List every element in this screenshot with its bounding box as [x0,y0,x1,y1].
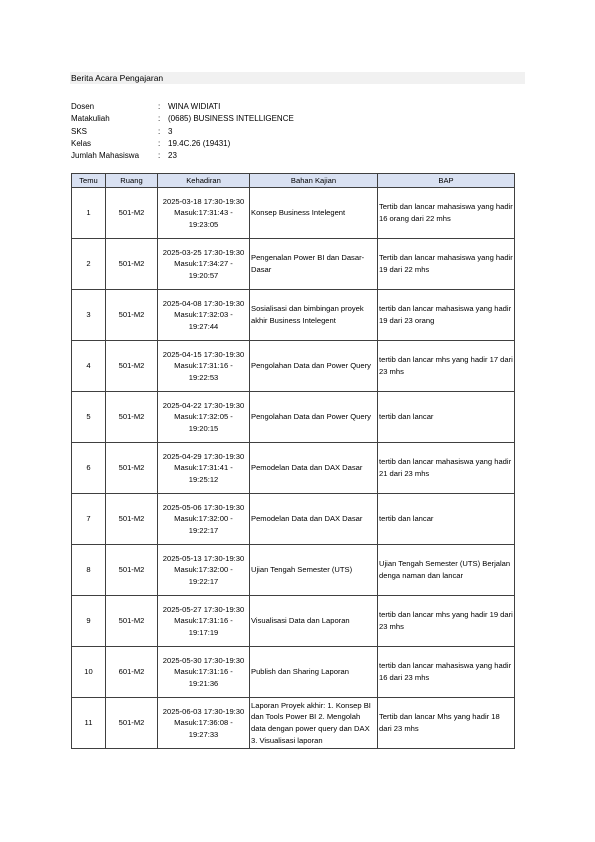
info-label: Matakuliah [71,114,110,124]
cell-ruang-text: 501-M2 [118,718,145,728]
cell-ruang [106,494,158,545]
cell-bahan-kajian [250,239,378,290]
cell-kehadiran-text: 2025-03-25 17:30-19:30 [162,247,245,257]
cell-kehadiran-text: 2025-05-30 17:30-19:30 [162,655,245,665]
attendance-table [71,173,515,749]
info-value: (0685) BUSINESS INTELLIGENCE [168,114,294,124]
cell-bahan-kajian-text: Publish dan Sharing Laporan [251,667,349,677]
cell-temu-text: 3 [86,310,91,320]
cell-temu [72,239,106,290]
info-label: Kelas [71,138,92,148]
table-row [72,290,515,341]
cell-bap-text: tertib dan lancar [379,514,434,524]
info-row-matakuliah [71,113,294,125]
info-value: WINA WIDIATI [168,102,221,111]
cell-kehadiran [158,698,250,749]
cell-kehadiran-text: 2025-04-08 17:30-19:30 [162,298,245,308]
cell-temu [72,545,106,596]
cell-temu-text: 10 [84,667,93,677]
cell-kehadiran-text: Masuk:17:32:00 - 19:22:17 [174,565,233,586]
cell-bahan-kajian-text: Sosialisasi dan bimbingan proyek akhir Business Intelegent [251,304,364,325]
cell-bap [378,647,515,698]
table-row [72,494,515,545]
info-label: Dosen [71,102,95,111]
cell-bap [378,494,515,545]
cell-kehadiran-text: 2025-04-22 17:30-19:30 [162,400,245,410]
cell-bap-text: Tertib dan lancar Mhs yang hadir 18 dari 23 mhs [379,712,500,733]
cell-bahan-kajian [250,647,378,698]
info-row-dosen [71,101,294,113]
cell-kehadiran-text: Masuk:17:32:00 - 19:22:17 [174,514,233,535]
cell-bap [378,596,515,647]
table-row [72,545,515,596]
cell-ruang-text: 501-M2 [118,208,145,218]
cell-bahan-kajian [250,494,378,545]
cell-bap-text: tertib dan lancar mahasiswa yang hadir 16 dari 23 mhs [379,661,512,682]
cell-temu [72,647,106,698]
cell-temu-text: 7 [86,514,91,524]
cell-kehadiran [158,188,250,239]
cell-ruang [106,239,158,290]
cell-kehadiran-text: Masuk:17:31:16 - 19:17:19 [174,616,233,637]
cell-bahan-kajian [250,392,378,443]
info-row-sks [71,126,294,138]
cell-bap-text: tertib dan lancar [379,412,434,422]
cell-kehadiran [158,239,250,290]
cell-temu [72,698,106,749]
info-value: 23 [168,151,177,161]
table-header-row [72,174,515,188]
cell-kehadiran [158,545,250,596]
cell-bahan-kajian [250,443,378,494]
cell-ruang-text: 501-M2 [118,616,145,626]
table-row [72,239,515,290]
cell-temu-text: 6 [86,463,91,473]
cell-ruang [106,647,158,698]
cell-bap-text: tertib dan lancar mahasiswa yang hadir 21 dari 23 mhs [379,457,512,478]
cell-kehadiran [158,392,250,443]
info-value: 19.4C.26 (19431) [168,138,231,148]
cell-ruang-text: 601-M2 [118,667,145,677]
cell-bahan-kajian-text: Pengenalan Power BI dan Dasar-Dasar [251,253,365,274]
cell-bahan-kajian [250,698,378,749]
page-title: Berita Acara Pengajaran [71,73,164,83]
table-row [72,341,515,392]
cell-temu [72,341,106,392]
table-row [72,698,515,749]
cell-bap [378,188,515,239]
cell-kehadiran-text: 2025-05-06 17:30-19:30 [162,502,245,512]
cell-ruang-text: 501-M2 [118,310,145,320]
cell-ruang-text: 501-M2 [118,259,145,269]
cell-ruang-text: 501-M2 [118,412,145,422]
cell-bahan-kajian [250,188,378,239]
header-ruang: Ruang [106,174,158,188]
cell-kehadiran-text: Masuk:17:32:03 - 19:27:44 [174,310,233,331]
cell-temu-text: 9 [86,616,91,626]
cell-kehadiran-text: Masuk:17:31:43 - 19:23:05 [174,208,233,229]
cell-kehadiran [158,290,250,341]
cell-bap [378,443,515,494]
cell-kehadiran-text: 2025-04-15 17:30-19:30 [162,349,245,359]
cell-kehadiran [158,443,250,494]
table-row [72,647,515,698]
header-temu: Temu [72,174,106,188]
cell-bap [378,239,515,290]
cell-kehadiran-text: 2025-06-03 17:30-19:30 [162,706,245,716]
cell-ruang-text: 501-M2 [118,514,145,524]
cell-kehadiran-text: Masuk:17:36:08 - 19:27:33 [174,718,233,739]
cell-temu [72,290,106,341]
cell-temu [72,596,106,647]
cell-bahan-kajian-text: Visualisasi Data dan Laporan [251,616,350,626]
info-row-kelas [71,138,294,150]
cell-temu [72,188,106,239]
info-colon: : [158,114,161,124]
cell-temu-text: 8 [86,565,91,575]
cell-bahan-kajian-text: Pemodelan Data dan DAX Dasar [251,514,363,524]
cell-kehadiran [158,494,250,545]
cell-kehadiran [158,341,250,392]
cell-temu [72,392,106,443]
header-bap: BAP [378,174,515,188]
cell-bap-text: tertib dan lancar mhs yang hadir 17 dari 23 mhs [379,355,513,376]
cell-ruang [106,596,158,647]
table-row [72,596,515,647]
cell-kehadiran-text: 2025-03-18 17:30-19:30 [162,196,245,206]
cell-kehadiran-text: Masuk:17:32:05 - 19:20:15 [174,412,233,433]
cell-kehadiran [158,647,250,698]
cell-kehadiran-text: 2025-05-13 17:30-19:30 [162,553,245,563]
cell-bap-text: tertib dan lancar mahasiswa yang hadir 19 dari 23 orang [379,304,512,325]
cell-temu-text: 5 [86,412,91,422]
info-block [71,101,294,162]
cell-ruang [106,392,158,443]
cell-ruang [106,188,158,239]
cell-bap-text: Tertib dan lancar mahasiswa yang hadir 19 dari 22 mhs [379,253,513,274]
info-colon: : [158,138,161,148]
cell-bap [378,545,515,596]
cell-ruang-text: 501-M2 [118,361,145,371]
cell-kehadiran-text: 2025-04-29 17:30-19:30 [162,451,245,461]
cell-bahan-kajian-text: Konsep Business Intelegent [251,208,346,218]
cell-kehadiran-text: Masuk:17:31:41 - 19:25:12 [174,463,233,484]
info-colon: : [158,102,161,111]
cell-temu-text: 11 [84,718,93,728]
cell-ruang [106,545,158,596]
cell-ruang-text: 501-M2 [118,463,145,473]
cell-bahan-kajian [250,290,378,341]
cell-bap-text: Ujian Tengah Semester (UTS) Berjalan denga naman dan lancar [379,559,511,580]
cell-bahan-kajian [250,341,378,392]
cell-temu-text: 1 [86,208,91,218]
cell-kehadiran-text: Masuk:17:31:16 - 19:22:53 [174,361,233,382]
cell-bap-text: tertib dan lancar mhs yang hadir 19 dari 23 mhs [379,610,513,631]
header-kehadiran: Kehadiran [158,174,250,188]
cell-temu-text: 2 [86,259,91,269]
cell-bahan-kajian [250,545,378,596]
cell-bahan-kajian-text: Pengolahan Data dan Power Query [251,412,371,422]
cell-bahan-kajian-text: Ujian Tengah Semester (UTS) [251,565,353,575]
cell-bahan-kajian [250,596,378,647]
table-row [72,188,515,239]
info-value: 3 [168,126,173,136]
cell-bahan-kajian-text: Pemodelan Data dan DAX Dasar [251,463,363,473]
cell-bahan-kajian-text: Pengolahan Data dan Power Query [251,361,371,371]
cell-ruang [106,443,158,494]
cell-bap [378,341,515,392]
cell-bahan-kajian-text: Laporan Proyek akhir: 1. Konsep BI dan Tools Power BI 2. Mengolah data dengan power query dan DAX 3. Visualisasi laporan [251,700,371,745]
header-bahan-kajian: Bahan Kajian [250,174,378,188]
info-colon: : [158,126,161,136]
cell-kehadiran-text: Masuk:17:34:27 - 19:20:57 [174,259,233,280]
info-row-jumlah-mahasiswa [71,150,294,162]
info-label: Jumlah Mahasiswa [71,151,140,161]
cell-bap [378,392,515,443]
info-colon: : [158,151,161,161]
cell-bap [378,290,515,341]
cell-temu-text: 4 [86,361,91,371]
cell-ruang [106,290,158,341]
cell-ruang-text: 501-M2 [118,565,145,575]
cell-temu [72,494,106,545]
cell-bap [378,698,515,749]
cell-bap-text: Tertib dan lancar mahasiswa yang hadir 16 orang dari 22 mhs [379,202,513,223]
cell-kehadiran-text: 2025-05-27 17:30-19:30 [162,604,245,614]
table-row [72,392,515,443]
cell-ruang [106,698,158,749]
info-label: SKS [71,126,88,136]
cell-temu [72,443,106,494]
cell-kehadiran [158,596,250,647]
cell-kehadiran-text: Masuk:17:31:16 - 19:21:36 [174,667,233,688]
cell-ruang [106,341,158,392]
table-row [72,443,515,494]
